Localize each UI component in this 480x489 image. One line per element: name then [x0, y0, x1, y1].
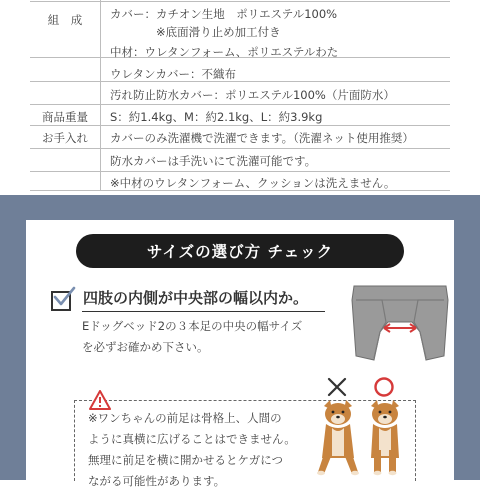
row-label-weight: 商品重量 — [42, 110, 88, 124]
size-check-card — [26, 220, 454, 488]
weight-value: S：約1.4kg、M：約2.1kg、L：約3.9kg — [110, 110, 323, 124]
composition-line: ※底面滑り止め加工付き — [110, 25, 281, 39]
table-rule — [30, 1, 450, 2]
heading-underline — [82, 311, 325, 312]
care-line: ※中材のウレタンフォーム、クッションは洗えません。 — [110, 176, 396, 190]
warning-line: ように真横に広げることはできません。 — [88, 432, 296, 446]
composition-line: 中材：ウレタンフォーム、ポリエステルわた — [110, 45, 339, 59]
table-rule — [30, 125, 450, 126]
table-divider — [100, 0, 101, 190]
composition-line: ウレタンカバー：不織布 — [110, 67, 237, 81]
table-rule — [30, 104, 450, 105]
circle-mark-icon — [373, 376, 395, 398]
checkbox — [51, 291, 71, 311]
table-rule — [30, 81, 450, 82]
care-line: 防水カバーは手洗いにて洗濯可能です。 — [110, 154, 317, 168]
care-line: カバーのみ洗濯機で洗濯できます。（洗濯ネット使用推奨） — [110, 131, 414, 145]
check-description: Eドッグベッド2の３本足の中央の幅サイズ — [82, 319, 303, 333]
section-title: サイズの選び方 チェック — [76, 234, 404, 268]
table-rule — [30, 148, 450, 149]
row-label-composition: 組 成 — [47, 13, 83, 27]
dog-illustration — [316, 398, 360, 476]
warning-line: 無理に前足を横に開かせるとケガにつ — [88, 453, 284, 467]
warning-icon — [89, 390, 111, 410]
check-heading: 四肢の内側が中央部の幅以内か。 — [83, 289, 309, 307]
dog-illustration — [363, 398, 407, 476]
check-description: を必ずお確かめ下さい。 — [82, 340, 209, 354]
warning-line: ながる可能性があります。 — [88, 474, 226, 488]
check-icon — [51, 285, 77, 309]
dog-bed-illustration — [348, 282, 452, 362]
size-check-panel — [0, 195, 480, 488]
spec-table — [0, 0, 480, 195]
cross-mark-icon — [326, 376, 348, 398]
row-label-care: お手入れ — [42, 131, 88, 145]
composition-line: 汚れ防止防水カバー：ポリエステル100%（片面防水） — [110, 88, 395, 102]
composition-line: カバー：カチオン生地 ポリエステル100% — [110, 7, 338, 21]
table-rule — [30, 171, 450, 172]
warning-line: ※ワンちゃんの前足は骨格上、人間の — [88, 411, 282, 425]
